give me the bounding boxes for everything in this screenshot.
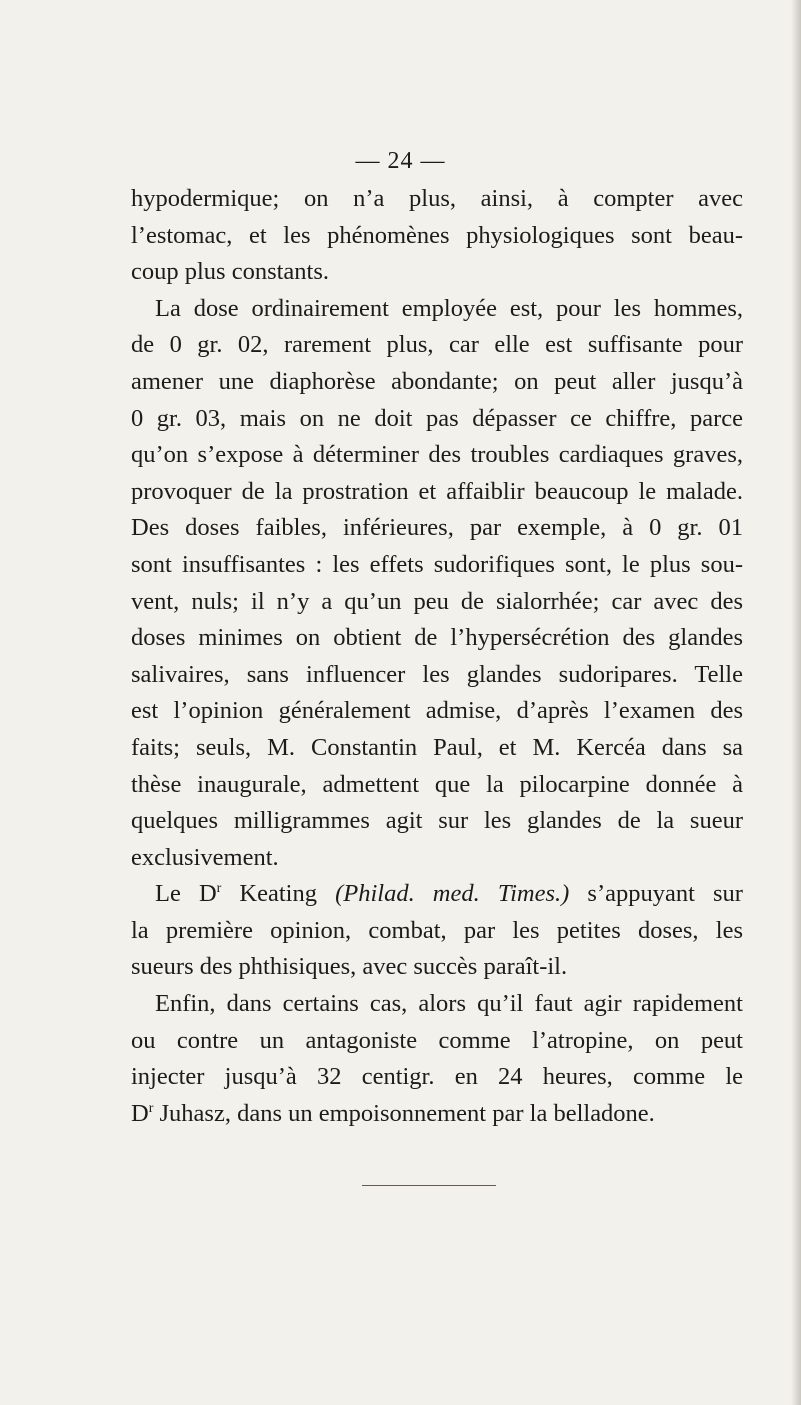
- text-line: la première opinion, combat, par les petites doses, les: [131, 916, 743, 944]
- text-line: provoquer de la prostration et affaiblir beaucoup le malade.: [131, 477, 743, 505]
- text-line: amener une diaphorèse abondante; on peut aller jusqu’à: [131, 367, 743, 395]
- text-line: quelques milligrammes agit sur les glandes de la sueur: [131, 807, 743, 835]
- text-line: de 0 gr. 02, rarement plus, car elle est suffisante pour: [131, 331, 743, 359]
- journal-citation: (Philad. med. Times.): [335, 880, 570, 908]
- text-line: 0 gr. 03, mais on ne doit pas dépasser ce chiffre, parce: [131, 404, 743, 432]
- text-run: Le D: [155, 880, 217, 908]
- text-line: hypodermique; on n’a plus, ainsi, à compter avec: [131, 185, 743, 212]
- superscript: r: [148, 1100, 154, 1116]
- text-run: Juhasz, dans un empoisonnement par la belladone.: [153, 1099, 655, 1127]
- text-line: Des doses faibles, inférieures, par exemple, à 0 gr. 01: [131, 514, 743, 542]
- text-line-with-citation: [131, 876, 743, 913]
- text-line: injecter jusqu’à 32 centigr. en 24 heures, comme le: [131, 1063, 743, 1091]
- superscript: r: [216, 881, 222, 897]
- text-line: vent, nuls; il n’y a qu’un peu de sialorrhée; car avec des: [131, 587, 743, 615]
- text-line: faits; seuls, M. Constantin Paul, et M. Kercéa dans sa: [131, 733, 743, 761]
- page-edge-shadow: [791, 0, 801, 1405]
- text-run: Keating: [221, 880, 336, 908]
- text-line: thèse inaugurale, admettent que la pilocarpine donnée à: [131, 770, 743, 798]
- text-line: coup plus constants.: [131, 258, 330, 286]
- text-line: l’estomac, et les phénomènes physiologiques sont beau-: [131, 221, 743, 249]
- text-line: doses minimes on obtient de l’hypersécrétion des glandes: [131, 624, 743, 652]
- text-line: Enfin, dans certains cas, alors qu’il faut agir rapidement: [155, 990, 743, 1018]
- section-rule: [362, 1185, 496, 1186]
- text-line: [131, 1096, 743, 1133]
- text-line: ou contre un antagoniste comme l’atropine, on peut: [131, 1026, 743, 1054]
- text-line: sueurs des phthisiques, avec succès paraît-il.: [131, 953, 568, 981]
- text-line: est l’opinion généralement admise, d’après l’examen des: [131, 697, 743, 725]
- text-line: salivaires, sans influencer les glandes sudoripares. Telle: [131, 660, 743, 688]
- text-line: qu’on s’expose à déterminer des troubles cardiaques graves,: [131, 441, 743, 469]
- text-run: s’appuyant sur: [569, 880, 743, 908]
- text-line: sont insuffisantes : les effets sudorifiques sont, le plus sou-: [131, 550, 743, 578]
- text-run: D: [131, 1099, 149, 1127]
- text-line: exclusivement.: [131, 843, 279, 871]
- body-text: [131, 181, 743, 1132]
- text-line: La dose ordinairement employée est, pour les hommes,: [155, 294, 743, 322]
- page-number: — 24 —: [355, 148, 446, 174]
